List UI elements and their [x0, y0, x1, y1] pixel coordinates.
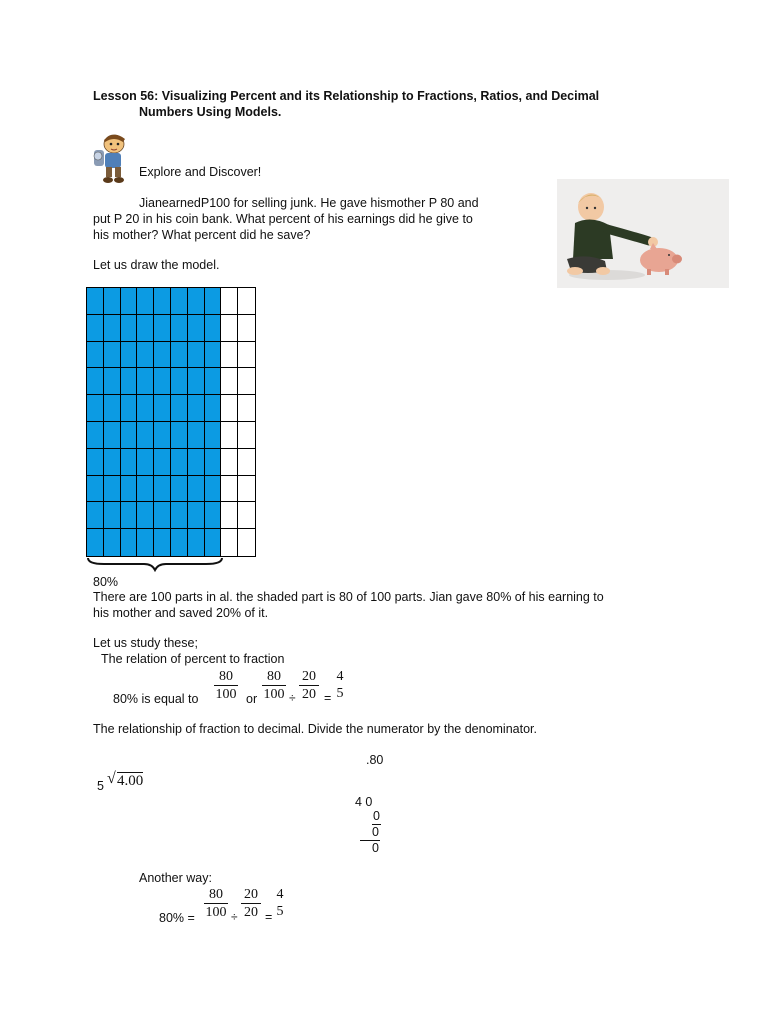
grid-cell-shaded — [188, 288, 205, 315]
another-way-fraction2 — [241, 886, 261, 921]
grid-cell-shaded — [104, 476, 121, 503]
grid-cell-shaded — [87, 288, 104, 315]
grid-cell-shaded — [137, 342, 154, 369]
fraction-denominator: 5 — [276, 904, 284, 919]
grid-cell-shaded — [137, 449, 154, 476]
lesson-title-line2: Numbers Using Models. — [139, 105, 282, 119]
lesson-title-line1: Lesson 56: Visualizing Percent and its Relationship to Fractions, Ratios, and Decimal — [93, 89, 600, 103]
another-way-label: Another way: — [139, 871, 212, 885]
grid-cell-shaded — [137, 476, 154, 503]
another-way-fraction3 — [274, 886, 286, 920]
grid-cell-shaded — [171, 449, 188, 476]
fraction-numerator: 80 — [204, 886, 228, 904]
division-divisor: 5 — [97, 779, 104, 793]
grid-cell-shaded — [154, 288, 171, 315]
grid-cell-shaded — [104, 342, 121, 369]
grid-cell-shaded — [188, 342, 205, 369]
fraction-denominator: 100 — [205, 905, 227, 920]
fraction-numerator: 20 — [241, 886, 261, 904]
grid-cell-shaded — [154, 342, 171, 369]
grid-cell-shaded — [104, 368, 121, 395]
grid-cell-shaded — [205, 395, 222, 422]
explore-discover-label: Explore and Discover! — [139, 165, 262, 179]
division-step4: 0 — [372, 841, 379, 855]
grid-cell-shaded — [171, 395, 188, 422]
equation1-fraction4 — [334, 668, 346, 702]
equation1-or: or — [246, 692, 258, 706]
grid-cell-shaded — [87, 422, 104, 449]
grid-cell-empty — [221, 315, 238, 342]
grid-cell-shaded — [154, 315, 171, 342]
fraction-denominator: 100 — [215, 687, 237, 702]
grid-cell-shaded — [87, 529, 104, 556]
fraction-denominator: 5 — [336, 686, 344, 701]
grid-cell-shaded — [188, 476, 205, 503]
grid-cell-empty — [238, 502, 255, 529]
grid-cell-empty — [221, 502, 238, 529]
grid-cell-shaded — [205, 529, 222, 556]
fraction-denominator: 100 — [263, 687, 285, 702]
problem-line2: put P 20 in his coin bank. What percent of his earnings did he give to — [93, 212, 473, 226]
grid-cell-shaded — [121, 422, 138, 449]
explanation-line1: There are 100 parts in al. the shaded part is 80 of 100 parts. Jian gave 80% of his earning to — [93, 590, 604, 604]
grid-cell-shaded — [205, 502, 222, 529]
grid-cell-empty — [221, 449, 238, 476]
grid-cell-shaded — [154, 422, 171, 449]
grid-cell-empty — [221, 288, 238, 315]
grid-cell-empty — [221, 395, 238, 422]
grid-cell-shaded — [154, 529, 171, 556]
grid-cell-shaded — [137, 315, 154, 342]
grid-cell-empty — [221, 476, 238, 503]
division-dividend: 4.00 — [117, 773, 144, 789]
grid-cell-empty — [221, 368, 238, 395]
grid-cell-empty — [221, 529, 238, 556]
equation1-fraction1 — [214, 668, 238, 703]
grid-cell-shaded — [87, 315, 104, 342]
division-step1: 4 0 — [355, 795, 373, 809]
division-step3: 0 — [360, 825, 380, 841]
grid-cell-empty — [238, 395, 255, 422]
radical-icon: √ — [107, 770, 116, 787]
grid-cell-shaded — [171, 315, 188, 342]
grid-cell-shaded — [137, 529, 154, 556]
grid-cell-shaded — [171, 288, 188, 315]
equation1-fraction2 — [262, 668, 286, 703]
grid-cell-shaded — [121, 476, 138, 503]
explanation-line2: his mother and saved 20% of it. — [93, 606, 269, 620]
grid-cell-shaded — [154, 476, 171, 503]
brace-icon — [86, 556, 224, 572]
problem-line3: his mother? What percent did he save? — [93, 228, 311, 242]
grid-cell-shaded — [87, 476, 104, 503]
another-way-lead: 80% = — [159, 911, 195, 925]
brace-label: 80% — [93, 575, 119, 589]
grid-cell-shaded — [171, 529, 188, 556]
grid-cell-shaded — [171, 502, 188, 529]
grid-cell-shaded — [154, 368, 171, 395]
grid-cell-shaded — [121, 288, 138, 315]
grid-cell-shaded — [188, 502, 205, 529]
grid-cell-shaded — [87, 395, 104, 422]
fraction-denominator: 20 — [244, 905, 258, 920]
grid-cell-shaded — [188, 395, 205, 422]
grid-cell-shaded — [205, 342, 222, 369]
fraction-numerator: 20 — [299, 668, 319, 686]
grid-cell-shaded — [121, 315, 138, 342]
grid-cell-shaded — [205, 476, 222, 503]
fraction-numerator: 4 — [336, 669, 344, 684]
fraction-numerator: 4 — [276, 887, 284, 902]
grid-cell-shaded — [104, 502, 121, 529]
grid-cell-empty — [238, 368, 255, 395]
grid-cell-shaded — [137, 395, 154, 422]
hundred-grid-model — [86, 287, 256, 557]
another-way-fraction1 — [204, 886, 228, 921]
grid-cell-shaded — [121, 395, 138, 422]
division-step2: 0 — [373, 809, 380, 823]
grid-cell-shaded — [137, 368, 154, 395]
grid-cell-shaded — [205, 422, 222, 449]
grid-cell-shaded — [171, 368, 188, 395]
grid-cell-shaded — [121, 529, 138, 556]
decimal-heading: The relationship of fraction to decimal. Divide the numerator by the denominator. — [93, 722, 537, 736]
fraction-numerator: 80 — [262, 668, 286, 686]
division-quotient: .80 — [366, 753, 384, 767]
grid-cell-empty — [238, 476, 255, 503]
grid-cell-shaded — [171, 342, 188, 369]
grid-cell-shaded — [121, 502, 138, 529]
grid-cell-shaded — [188, 449, 205, 476]
grid-cell-empty — [238, 529, 255, 556]
grid-cell-empty — [238, 288, 255, 315]
grid-cell-shaded — [188, 315, 205, 342]
equation1-fraction3 — [299, 668, 319, 703]
grid-cell-empty — [238, 342, 255, 369]
grid-cell-shaded — [121, 368, 138, 395]
fraction-numerator: 80 — [214, 668, 238, 686]
grid-cell-shaded — [87, 342, 104, 369]
grid-cell-shaded — [87, 502, 104, 529]
grid-cell-shaded — [121, 342, 138, 369]
study-intro: Let us study these; — [93, 636, 198, 650]
equation1-divide: ÷ — [289, 691, 296, 705]
grid-cell-shaded — [171, 422, 188, 449]
grid-cell-shaded — [137, 502, 154, 529]
grid-cell-shaded — [121, 449, 138, 476]
grid-cell-shaded — [205, 315, 222, 342]
grid-cell-shaded — [137, 288, 154, 315]
another-way-equals: = — [265, 910, 273, 924]
grid-cell-shaded — [188, 529, 205, 556]
model-intro: Let us draw the model. — [93, 258, 220, 272]
grid-cell-shaded — [205, 368, 222, 395]
another-way-divide: ÷ — [231, 910, 238, 924]
grid-cell-shaded — [154, 502, 171, 529]
grid-cell-shaded — [154, 395, 171, 422]
grid-cell-shaded — [104, 449, 121, 476]
grid-cell-shaded — [104, 529, 121, 556]
grid-cell-empty — [221, 342, 238, 369]
boy-with-piggy-bank-photo — [557, 179, 729, 288]
grid-cell-shaded — [87, 368, 104, 395]
grid-cell-shaded — [104, 422, 121, 449]
grid-cell-shaded — [87, 449, 104, 476]
equation1-equals: = — [324, 691, 332, 705]
grid-cell-empty — [238, 449, 255, 476]
grid-cell-shaded — [188, 368, 205, 395]
grid-cell-shaded — [104, 315, 121, 342]
grid-cell-shaded — [104, 395, 121, 422]
grid-cell-shaded — [104, 288, 121, 315]
grid-cell-empty — [238, 422, 255, 449]
problem-line1: JianearnedP100 for selling junk. He gave hismother P 80 and — [139, 196, 479, 210]
grid-cell-empty — [238, 315, 255, 342]
grid-cell-shaded — [188, 422, 205, 449]
relation-heading: The relation of percent to fraction — [101, 652, 285, 666]
grid-cell-shaded — [205, 288, 222, 315]
grid-cell-shaded — [205, 449, 222, 476]
equation1-lead: 80% is equal to — [113, 692, 199, 706]
grid-cell-shaded — [171, 476, 188, 503]
grid-cell-shaded — [154, 449, 171, 476]
fraction-denominator: 20 — [302, 687, 316, 702]
explorer-kid-icon — [92, 130, 130, 186]
grid-cell-empty — [221, 422, 238, 449]
grid-cell-shaded — [137, 422, 154, 449]
